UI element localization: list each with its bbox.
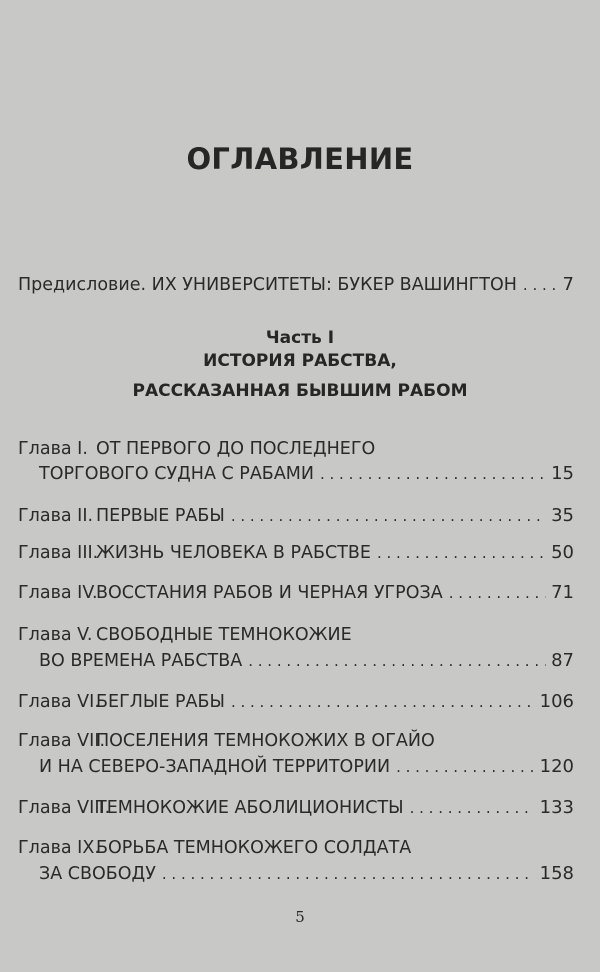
toc-entry-chapter-3 (18, 543, 574, 563)
page-number: 158 (539, 863, 574, 884)
chapter-label: Глава V. (18, 625, 93, 645)
page-number: 133 (539, 797, 574, 818)
chapter-title: ПЕРВЫЕ РАБЫ (96, 506, 225, 526)
part-title-line1: ИСТОРИЯ РАБСТВА, (203, 351, 397, 371)
page-title: ОГЛАВЛЕНИЕ (186, 142, 414, 176)
chapter-title: ЖИЗНЬ ЧЕЛОВЕКА В РАБСТВЕ (96, 543, 371, 563)
chapter-label: Глава IV. (18, 583, 98, 603)
toc-entry-chapter-4 (18, 583, 574, 603)
toc-entry-chapter-1 (18, 439, 574, 484)
chapter-title: ТЕМНОКОЖИЕ АБОЛИЦИОНИСТЫ (96, 798, 404, 818)
chapter-label: Глава VII. (18, 731, 106, 751)
chapter-title: ВОССТАНИЯ РАБОВ И ЧЕРНАЯ УГРОЗА (96, 583, 443, 603)
dot-leader (320, 467, 546, 481)
dot-leader (162, 867, 535, 881)
page-number: 15 (551, 463, 574, 484)
toc-entry-chapter-7 (18, 731, 574, 777)
folio-page-number: 5 (295, 908, 305, 926)
toc-entry-chapter-6 (18, 692, 574, 712)
chapter-title: ОТ ПЕРВОГО ДО ПОСЛЕДНЕГО (96, 439, 376, 459)
toc-entry-chapter-5 (18, 625, 574, 671)
page-number: 7 (562, 274, 574, 295)
toc-entry-chapter-2 (18, 506, 574, 526)
page-number: 71 (551, 582, 574, 603)
chapter-label: Глава I. (18, 439, 88, 459)
toc-entry-preface (18, 275, 574, 295)
chapter-title-cont: ЗА СВОБОДУ (39, 864, 156, 884)
chapter-title-cont: ТОРГОВОГО СУДНА С РАБАМИ (39, 464, 314, 484)
page-number: 120 (539, 756, 574, 777)
toc-entry-chapter-9 (18, 838, 574, 884)
chapter-label: Глава VI. (18, 692, 100, 712)
chapter-title: СВОБОДНЫЕ ТЕМНОКОЖИЕ (96, 625, 352, 645)
chapter-title: БОРЬБА ТЕМНОКОЖЕГО СОЛДАТА (96, 838, 412, 858)
page-number: 50 (551, 542, 574, 563)
part-label: Часть I (265, 328, 335, 348)
chapter-label: Глава II. (18, 506, 94, 526)
dot-leader (410, 801, 535, 815)
preface-text: Предисловие. ИХ УНИВЕРСИТЕТЫ: БУКЕР ВАШИНГТОН (18, 275, 517, 295)
dot-leader (248, 654, 546, 668)
dot-leader (231, 695, 535, 709)
dot-leader (377, 546, 546, 560)
chapter-label: Глава III. (18, 543, 99, 563)
page-number: 106 (539, 691, 574, 712)
dot-leader (396, 760, 535, 774)
chapter-label: Глава VIII. (18, 798, 111, 818)
chapter-label: Глава IX. (18, 838, 100, 858)
dot-leader (523, 278, 558, 292)
page-number: 35 (551, 505, 574, 526)
chapter-title-cont: И НА СЕВЕРО-ЗАПАДНОЙ ТЕРРИТОРИИ (39, 757, 391, 777)
part-title-line2: РАССКАЗАННАЯ БЫВШИМ РАБОМ (132, 381, 468, 401)
page-number: 87 (551, 650, 574, 671)
chapter-title-cont: ВО ВРЕМЕНА РАБСТВА (39, 651, 243, 671)
toc-entry-chapter-8 (18, 798, 574, 818)
dot-leader (231, 509, 546, 523)
dot-leader (449, 586, 546, 600)
chapter-title: ПОСЕЛЕНИЯ ТЕМНОКОЖИХ В ОГАЙО (96, 731, 435, 751)
chapter-title: БЕГЛЫЕ РАБЫ (96, 692, 225, 712)
